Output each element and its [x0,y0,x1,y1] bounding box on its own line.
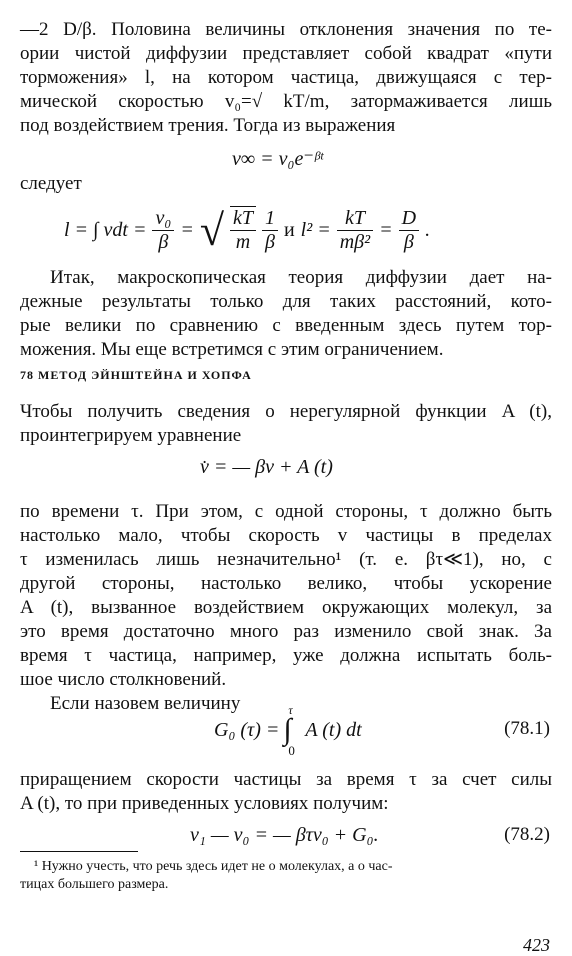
text-line: τ изменилась лишь незначительно¹ (т. е. βτ≪1), но, с [20,549,552,570]
text-line: A (t), то при приведенных условиях получим: [20,793,389,814]
eq-sign: = [180,218,194,241]
text-line: другой стороны, настолько велико, чтобы ускорение [20,573,552,594]
text-line: настолько мало, чтобы скорость v частицы в пределах [20,525,552,546]
fraction: $\frac{\text{v₀}}{\beta}$ [152,207,174,254]
text-line: дежные результаты только для таких расстояний, кото- [20,291,552,312]
footnote-line: ¹ Нужно учесть, что речь здесь идет не о молекулах, а о час- [34,859,393,874]
text-line: A (t), вызванное воздействием окружающих молекул, за [20,597,552,618]
fraction: $\frac{1}{\beta}$ [262,207,278,254]
text-line: торможения» l, на котором частица, движущаяся с тер- [20,67,552,88]
text-line: Итак, макроскопическая теория диффузии дает на- [50,267,552,288]
eq-lhs: G₀ (τ) = [214,718,280,741]
fraction: $\frac{D}{\beta}$ [399,207,419,254]
page-number: 423 [523,935,550,955]
eq-end: . [425,218,431,241]
text-line: рые велики по сравнению с введенным здесь путем тор- [20,315,552,336]
equation-78-2: v₁ — v₀ = — βτv₀ + G₀. [190,824,379,846]
eq-lhs: l = ∫ vdt = [64,218,147,241]
equation-number: (78.1) [504,718,550,739]
integral-sign: τ ∫ 0 [283,703,295,758]
text-line: ории чистой диффузии представляет собой квадрат «пути [20,43,552,64]
text-line: это время достаточно много раз изменило свой знак. За [20,621,552,642]
text-line: проинтегрируем уравнение [20,425,242,446]
equation-78-1 [214,700,362,760]
eq-l-squared: l² = [300,218,331,241]
text-line: под воздействием трения. Тогда из выражения [20,115,396,136]
fraction: $\frac{kT}{m}$ [230,206,256,254]
text-line: —2 D/β. Половина величины отклонения значения по те- [20,19,552,40]
text-line: мической скоростью v₀=√ kT/m, затормаживается лишь [20,91,552,112]
text-line: приращением скорости частицы за время τ за счет силы [20,769,552,790]
section-heading: 78 МЕТОД ЭЙНШТЕЙНА И ХОПФА [20,368,252,382]
text-line: можения. Мы еще встретимся с этим ограничением. [20,339,444,360]
equation-number: (78.2) [504,824,550,845]
fraction: $\frac{kT}{\text{mβ²}}$ [337,207,373,254]
equation-langevin: v̇ = — βv + A (t) [200,456,333,478]
eq-rhs: A (t) dt [305,718,362,741]
eq-sign: = [379,218,393,241]
text-line: шое число столкновений. [20,669,227,690]
sqrt-sign: √ [199,205,224,255]
text-line: Чтобы получить сведения о нерегулярной функции A (t), [20,401,552,422]
equation-path-length [64,200,430,260]
footnote-rule [20,851,138,852]
text-line: по времени τ. При этом, с одной стороны, τ должно быть [20,501,552,522]
equation-v-infinity: v∞ = v₀e⁻ᵝᵗ [232,148,323,170]
text-line: следует [20,173,82,194]
and-word: и [283,218,295,241]
text-line: Если назовем величину [50,693,241,714]
footnote-line: тицах большего размера. [20,877,169,892]
text-line: время τ частица, например, уже должна испытать боль- [20,645,552,666]
